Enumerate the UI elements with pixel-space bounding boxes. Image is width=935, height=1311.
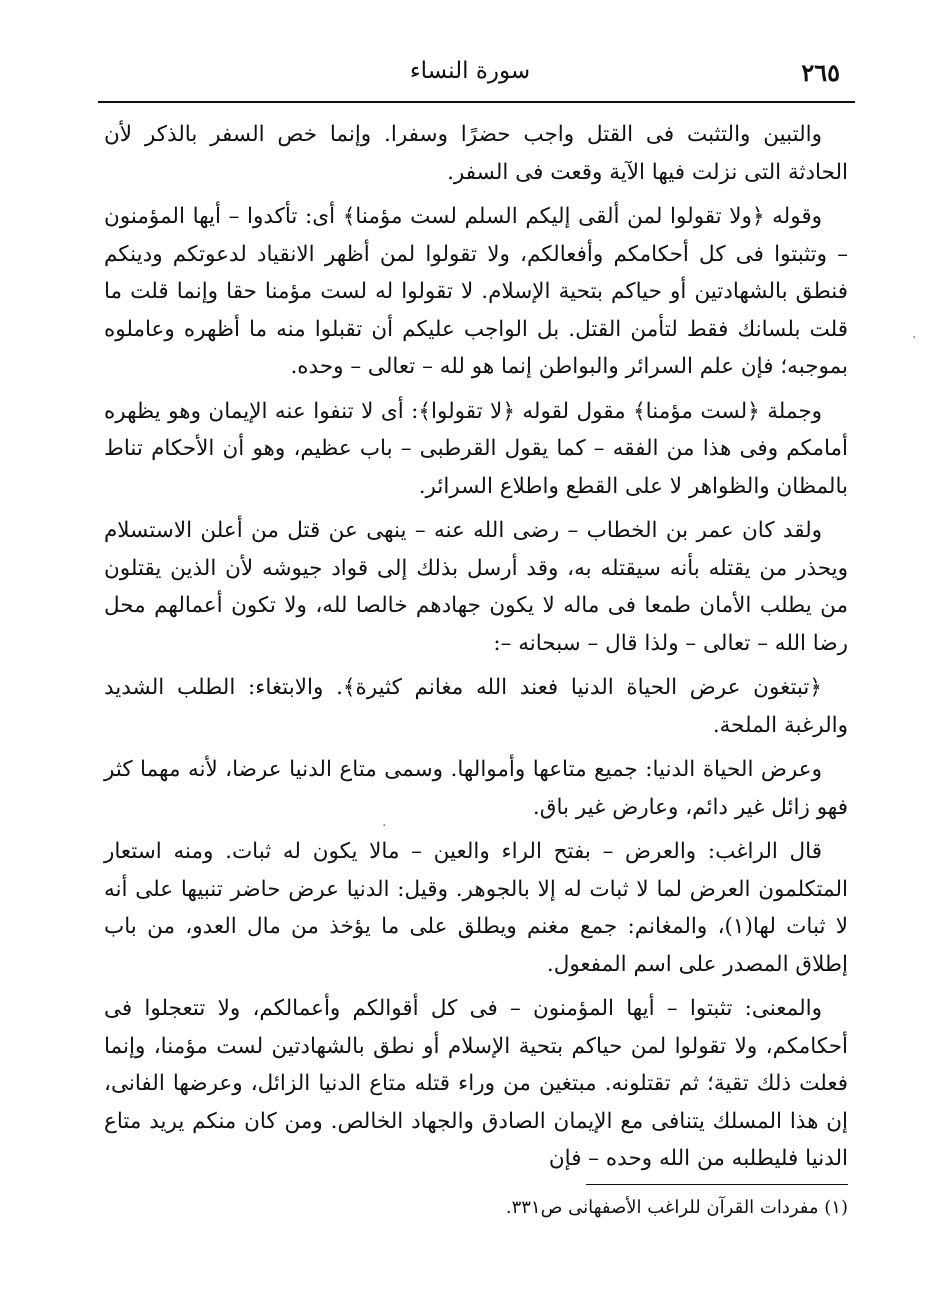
scan-speck: · [382,818,387,834]
footnote-rule [586,1184,848,1185]
paragraph: والمعنى: تثبتوا – أيها المؤمنون – فى كل أقوالكم وأعمالكم، ولا تتعجلوا فى أحكامكم، ولا تقولوا لمن حياكم بتحية الإسلام أو نطق بالشهادتين لست مؤمنا، وإنما فعلت ذلك تقية؛ ثم تقتلونه. مبتغين من وراء قتله متاع الدنيا الزائل، وعرضها الفانى، إن هذا المسلك يتنافى مع الإيمان الصادق والجهاد الخالص. ومن كان منكم يريد متاع الدنيا فليطلبه من الله وحده – فإن [104,996,848,1171]
body-text [104,116,848,1185]
paragraph: ولقد كان عمر بن الخطاب – رضى الله عنه – ينهى عن قتل من أعلن الاستسلام ويحذر من يقتله بأنه سيقتله به، وقد أرسل بذلك إلى قواد جيوشه لأن الذين يقتلون من يطلب الأمان طمعا فى ماله لا يكون جهادهم خالصا لله، ولا تكون أعمالهم محل رضا الله – تعالى – ولذا قال – سبحانه –: [104,518,848,656]
header-rule [98,101,855,103]
paragraph: وقوله ﴿ولا تقولوا لمن ألقى إليكم السلم لست مؤمنا﴾ أى: تأكدوا – أيها المؤمنون – وتثبتوا فى كل أحكامكم وأفعالكم، ولا تقولوا لمن أظهر الانقياد لدعوتكم ودينكم فنطق بالشهادتين أو حياكم بتحية الإسلام. لا تقولوا له لست مؤمنا حقا وإنما قلت ما قلت بلسانك فقط لتأمن القتل. بل الواجب عليكم أن تقبلوا منه ما أظهره وعاملوه بموجبه؛ فإن علم السرائر والبواطن إنما هو لله – تعالى – وحده. [104,204,848,379]
page-number: ٢٦٥ [801,58,840,87]
paragraph: ﴿تبتغون عرض الحياة الدنيا فعند الله مغانم كثيرة﴾. والابتغاء: الطلب الشديد والرغبة الملحة. [104,675,848,738]
running-title: سورة النساء [409,58,531,84]
footnote: (١) مفردات القرآن للراغب الأصفهانى ص٣٣١. [505,1197,848,1218]
scan-speck: · [912,330,917,346]
page-header [100,56,840,96]
paragraph: قال الراغب: والعرض – بفتح الراء والعين – مالا يكون له ثبات. ومنه استعار المتكلمون العرض لما لا ثبات له إلا بالجوهر. وقيل: الدنيا عرض حاضر تنبيها على أنه لا ثبات لها(١)، والمغانم: جمع مغنم ويطلق على ما يؤخذ من مال العدو، من باب إطلاق المصدر على اسم المفعول. [104,839,849,977]
paragraph: وجملة ﴿لست مؤمنا﴾ مقول لقوله ﴿لا تقولوا﴾: أى لا تنفوا عنه الإيمان وهو يظهره أمامكم وفى هذا من الفقه – كما يقول القرطبى – باب عظيم، وهو أن الأحكام تناط بالمظان والظواهر لا على القطع واطلاع السرائر. [104,398,848,499]
paragraph: وعرض الحياة الدنيا: جميع متاعها وأموالها. وسمى متاع الدنيا عرضا، لأنه مهما كثر فهو زائل غير دائم، وعارض غير باق. [104,757,848,820]
paragraph: والتبين والتثبت فى القتل واجب حضرًا وسفرا. وإنما خص السفر بالذكر لأن الحادثة التى نزلت فيها الآية وقعت فى السفر. [104,122,848,185]
